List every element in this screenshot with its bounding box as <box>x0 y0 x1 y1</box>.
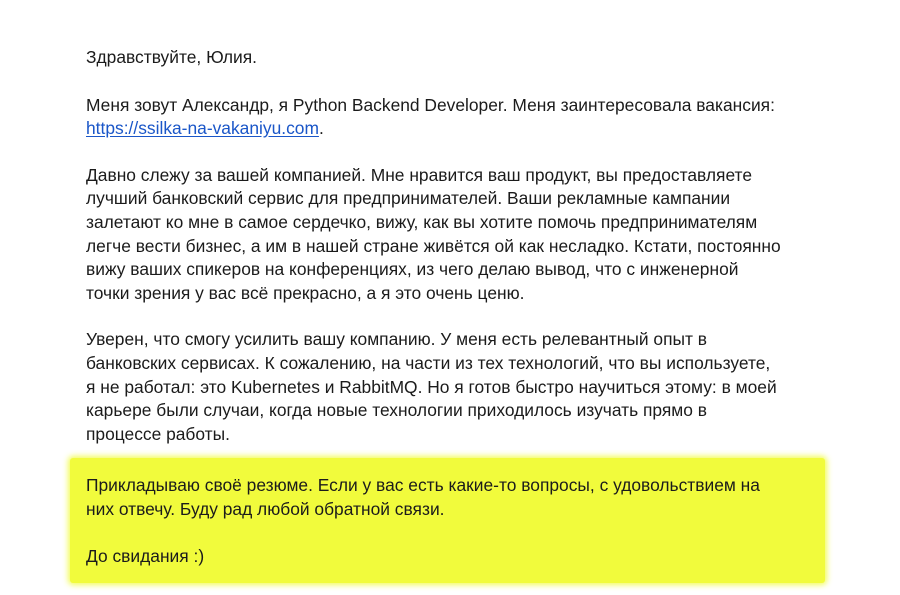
motivation-line: лучший банковский сервис для предпринимателей. Ваши рекламные кампании <box>86 188 731 209</box>
motivation-line: Давно слежу за вашей компанией. Мне нравится ваш продукт, вы предоставляете <box>86 164 752 185</box>
highlighted-closing-block <box>70 458 825 583</box>
motivation-line: легче вести бизнес, а им в нашей стране живётся ой как несладко. Кстати, постоянно <box>86 235 781 256</box>
experience-line: я не работал: это Kubernetes и RabbitMQ. Но я готов быстро научиться этому: в моей <box>86 376 777 397</box>
experience-line: процессе работы. <box>86 423 230 444</box>
experience-line: Уверен, что смогу усилить вашу компанию. У меня есть релевантный опыт в <box>86 329 708 350</box>
experience-line: карьере были случаи, когда новые технологии приходилось изучать прямо в <box>86 400 707 421</box>
closing-line: Прикладываю своё резюме. Если у вас есть какие-то вопросы, с удовольствием на <box>86 475 760 495</box>
experience-paragraph <box>86 328 846 446</box>
experience-line: банковских сервисах. К сожалению, на части из тех технологий, что вы используете, <box>86 352 771 373</box>
closing-section <box>86 474 760 569</box>
motivation-line: точки зрения у вас всё прекрасно, а я это очень ценю. <box>86 282 525 303</box>
closing-paragraph <box>86 474 760 521</box>
greeting <box>86 46 846 70</box>
intro-paragraph <box>86 94 846 141</box>
farewell <box>86 545 760 569</box>
vacancy-link[interactable]: https://ssilka-na-vakaniyu.com <box>86 118 319 139</box>
intro-link-line <box>86 117 846 141</box>
motivation-line: вижу ваших спикеров на конференциях, из чего делаю вывод, что с инженерной <box>86 259 739 280</box>
greeting-text: Здравствуйте, Юлия. <box>86 47 257 67</box>
link-suffix: . <box>318 118 324 139</box>
closing-line: них отвечу. Буду рад любой обратной связи. <box>86 498 445 519</box>
intro-line: Меня зовут Александр, я Python Backend Developer. Меня заинтересовала вакансия: <box>86 94 775 115</box>
motivation-paragraph <box>86 164 846 306</box>
letter-body <box>86 46 846 446</box>
motivation-line: залетают ко мне в самое сердечко, вижу, как вы хотите помочь предпринимателям <box>86 211 758 232</box>
farewell-text: До свидания :) <box>86 546 205 567</box>
